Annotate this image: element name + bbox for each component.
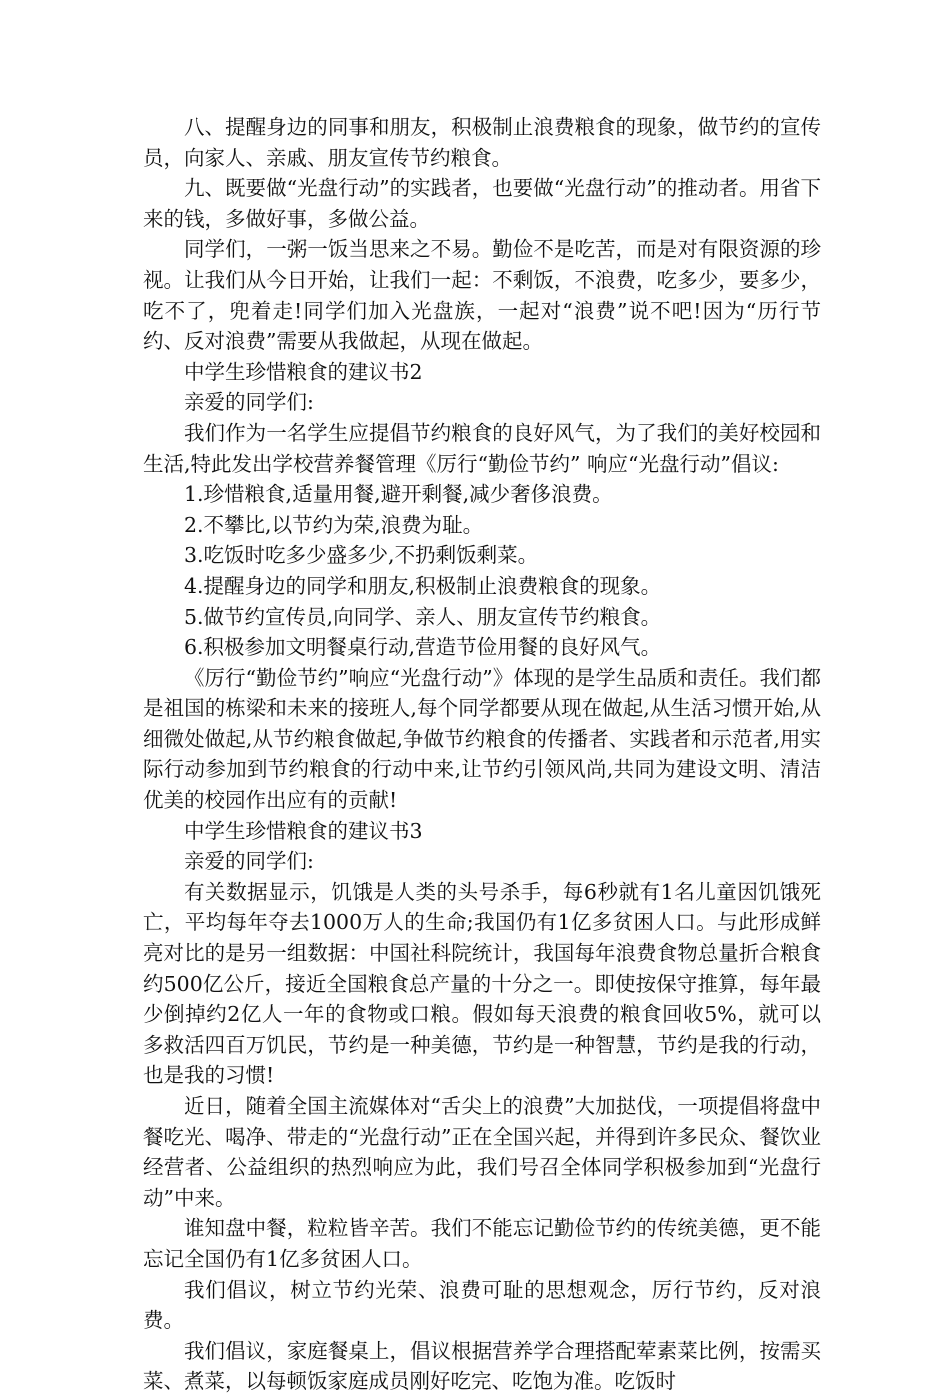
section-heading-3: 中学生珍惜粮食的建议书3 <box>184 818 423 843</box>
paragraph-proposal-1: 我们倡议，树立节约光荣、浪费可耻的思想观念，厉行节约，反对浪费。 <box>143 1277 821 1333</box>
paragraph-closing-1: 同学们，一粥一饭当思来之不易。勤俭不是吃苦，而是对有限资源的珍视。让我们从今日开始，让我们一起：不剩饭，不浪费，吃多少，要多少，吃不了，兜着走!同学们加入光盘族，一起对“浪费”说不吧!因为“历行节约、反对浪费”需要从我做起，从现在做起。 <box>143 237 821 354</box>
paragraph-intro-2: 我们作为一名学生应提倡节约粮食的良好风气，为了我们的美好校园和生活,特此发出学校营养餐管理《厉行“勤俭节约” 响应“光盘行动”倡议: <box>143 420 821 476</box>
list-item-5: 5.做节约宣传员,向同学、亲人、朋友宣传节约粮食。 <box>184 604 662 629</box>
salutation-2: 亲爱的同学们: <box>184 390 314 415</box>
list-item-2: 2.不攀比,以节约为荣,浪费为耻。 <box>184 512 484 537</box>
paragraph-closing-2: 《厉行“勤俭节约”响应“光盘行动”》体现的是学生品质和责任。我们都是祖国的栋梁和未来的接班人,每个同学都要从现在做起,从生活习惯开始,从细微处做起,从节约粮食做起,争做节约粮食的传播者、实践者和示范者,用实际行动参加到节约粮食的行动中来,让节约引领风尚,共同为建设文明、清洁优美的校园作出应有的贡献! <box>143 665 821 813</box>
paragraph-item-9: 九、既要做“光盘行动”的实践者，也要做“光盘行动”的推动者。用省下来的钱，多做好事，多做公益。 <box>143 176 821 231</box>
salutation-3: 亲爱的同学们: <box>184 849 314 874</box>
list-item-4: 4.提醒身边的同学和朋友,积极制止浪费粮食的现象。 <box>184 573 662 598</box>
paragraph-proposal-2: 我们倡议，家庭餐桌上，倡议根据营养学合理搭配荤素菜比例，按需买菜、煮菜，以每顿饭家庭成员刚好吃完、吃饱为准。吃饭时 <box>143 1338 821 1394</box>
section-heading-2: 中学生珍惜粮食的建议书2 <box>184 359 423 384</box>
list-item-3: 3.吃饭时吃多少盛多少,不扔剩饭剩菜。 <box>184 543 539 568</box>
paragraph-item-8: 八、提醒身边的同事和朋友，积极制止浪费粮食的现象，做节约的宣传员，向家人、亲戚、朋友宣传节约粮食。 <box>143 115 821 170</box>
paragraph-data-3: 有关数据显示，饥饿是人类的头号杀手，每6秒就有1名儿童因饥饿死亡，平均每年夺去1000万人的生命;我国仍有1亿多贫困人口。与此形成鲜亮对比的是另一组数据：中国社科院统计，我国每年浪费食物总量折合粮食约500亿公斤，接近全国粮食总产量的十分之一。即使按保守推算，每年最少倒掉约2亿人一年的食物或口粮。假如每天浪费的粮食回收5%，就可以多救活四百万饥民，节约是一种美德，节约是一种智慧，节约是我的行动，也是我的习惯! <box>143 879 821 1088</box>
list-item-6: 6.积极参加文明餐桌行动,营造节俭用餐的良好风气。 <box>184 635 662 660</box>
list-item-1: 1.珍惜粮食,适量用餐,避开剩餐,减少奢侈浪费。 <box>184 482 613 507</box>
paragraph-news-3: 近日，随着全国主流媒体对“舌尖上的浪费”大加挞伐，一项提倡将盘中餐吃光、喝净、带走的“光盘行动”正在全国兴起，并得到许多民众、餐饮业经营者、公益组织的热烈响应为此，我们号召全体同学积极参加到“光盘行动”中来。 <box>143 1094 821 1210</box>
paragraph-poem-3: 谁知盘中餐，粒粒皆辛苦。我们不能忘记勤俭节约的传统美德，更不能忘记全国仍有1亿多贫困人口。 <box>143 1216 821 1271</box>
document-page <box>143 112 821 1397</box>
